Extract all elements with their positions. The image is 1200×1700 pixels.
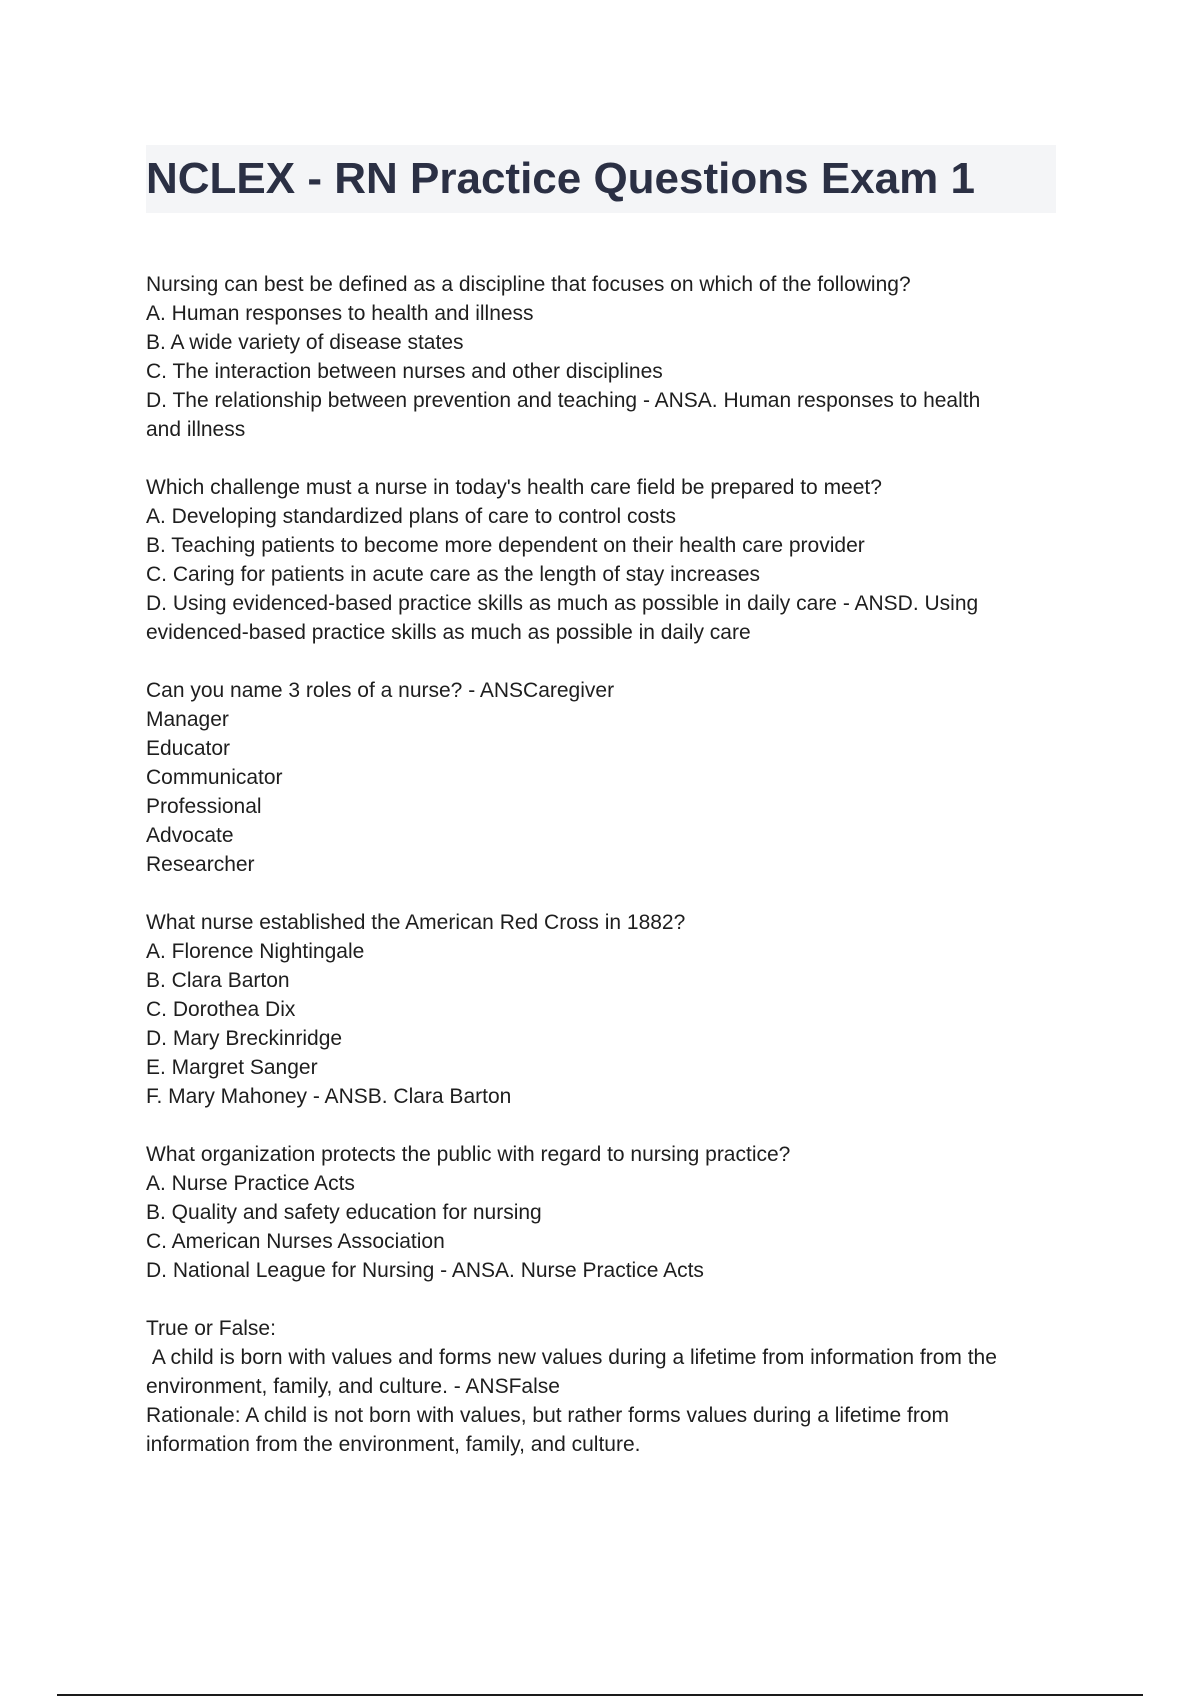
- answer-option: C. American Nurses Association: [146, 1230, 445, 1253]
- question-text: True or False:: [146, 1317, 276, 1340]
- question-text: What nurse established the American Red Cross in 1882?: [146, 911, 686, 934]
- answer-item: Professional: [146, 795, 262, 818]
- question-text: What organization protects the public with regard to nursing practice?: [146, 1143, 791, 1166]
- answer-option: D. The relationship between prevention and teaching - ANSA. Human responses to health: [146, 389, 981, 412]
- answer-continuation: evidenced-based practice skills as much as possible in daily care: [146, 621, 751, 644]
- rationale-text: information from the environment, family, and culture.: [146, 1433, 641, 1456]
- answer-option: B. A wide variety of disease states: [146, 331, 464, 354]
- answer-option: A. Human responses to health and illness: [146, 302, 534, 325]
- answer-option: D. Mary Breckinridge: [146, 1027, 343, 1050]
- footer-divider: [57, 1694, 1143, 1696]
- page-title: NCLEX - RN Practice Questions Exam 1: [146, 154, 975, 203]
- question-text: Which challenge must a nurse in today's health care field be prepared to meet?: [146, 476, 882, 499]
- question-block: [146, 270, 1066, 444]
- question-block: [146, 1314, 1066, 1459]
- question-block: [146, 676, 1066, 879]
- question-block: [146, 908, 1066, 1111]
- answer-option: B. Clara Barton: [146, 969, 290, 992]
- question-text: Nursing can best be defined as a discipline that focuses on which of the following?: [146, 273, 911, 296]
- answer-option: E. Margret Sanger: [146, 1056, 318, 1079]
- answer-option: F. Mary Mahoney - ANSB. Clara Barton: [146, 1085, 512, 1108]
- answer-item: Communicator: [146, 766, 283, 789]
- answer-item: Advocate: [146, 824, 234, 847]
- answer-option: D. National League for Nursing - ANSA. Nurse Practice Acts: [146, 1259, 704, 1282]
- answer-option: D. Using evidenced-based practice skills as much as possible in daily care - ANSD. Using: [146, 592, 979, 615]
- answer-option: C. Dorothea Dix: [146, 998, 296, 1021]
- rationale-text: Rationale: A child is not born with values, but rather forms values during a lifetime from: [146, 1404, 950, 1427]
- question-list: [146, 270, 1066, 1488]
- answer-option: B. Teaching patients to become more dependent on their health care provider: [146, 534, 865, 557]
- answer-item: Manager: [146, 708, 229, 731]
- answer-option: A. Developing standardized plans of care to control costs: [146, 505, 676, 528]
- answer-item: Researcher: [146, 853, 255, 876]
- answer-continuation: and illness: [146, 418, 246, 441]
- title-banner: [146, 145, 1056, 213]
- statement-text: environment, family, and culture. - ANSFalse: [146, 1375, 560, 1398]
- answer-option: C. The interaction between nurses and other disciplines: [146, 360, 663, 383]
- question-text: Can you name 3 roles of a nurse? - ANSCaregiver: [146, 679, 615, 702]
- question-block: [146, 1140, 1066, 1285]
- answer-option: C. Caring for patients in acute care as the length of stay increases: [146, 563, 760, 586]
- answer-item: Educator: [146, 737, 231, 760]
- question-block: [146, 473, 1066, 647]
- answer-option: A. Nurse Practice Acts: [146, 1172, 355, 1195]
- answer-option: B. Quality and safety education for nursing: [146, 1201, 542, 1224]
- answer-option: A. Florence Nightingale: [146, 940, 365, 963]
- statement-text: A child is born with values and forms new values during a lifetime from information from the: [146, 1346, 997, 1369]
